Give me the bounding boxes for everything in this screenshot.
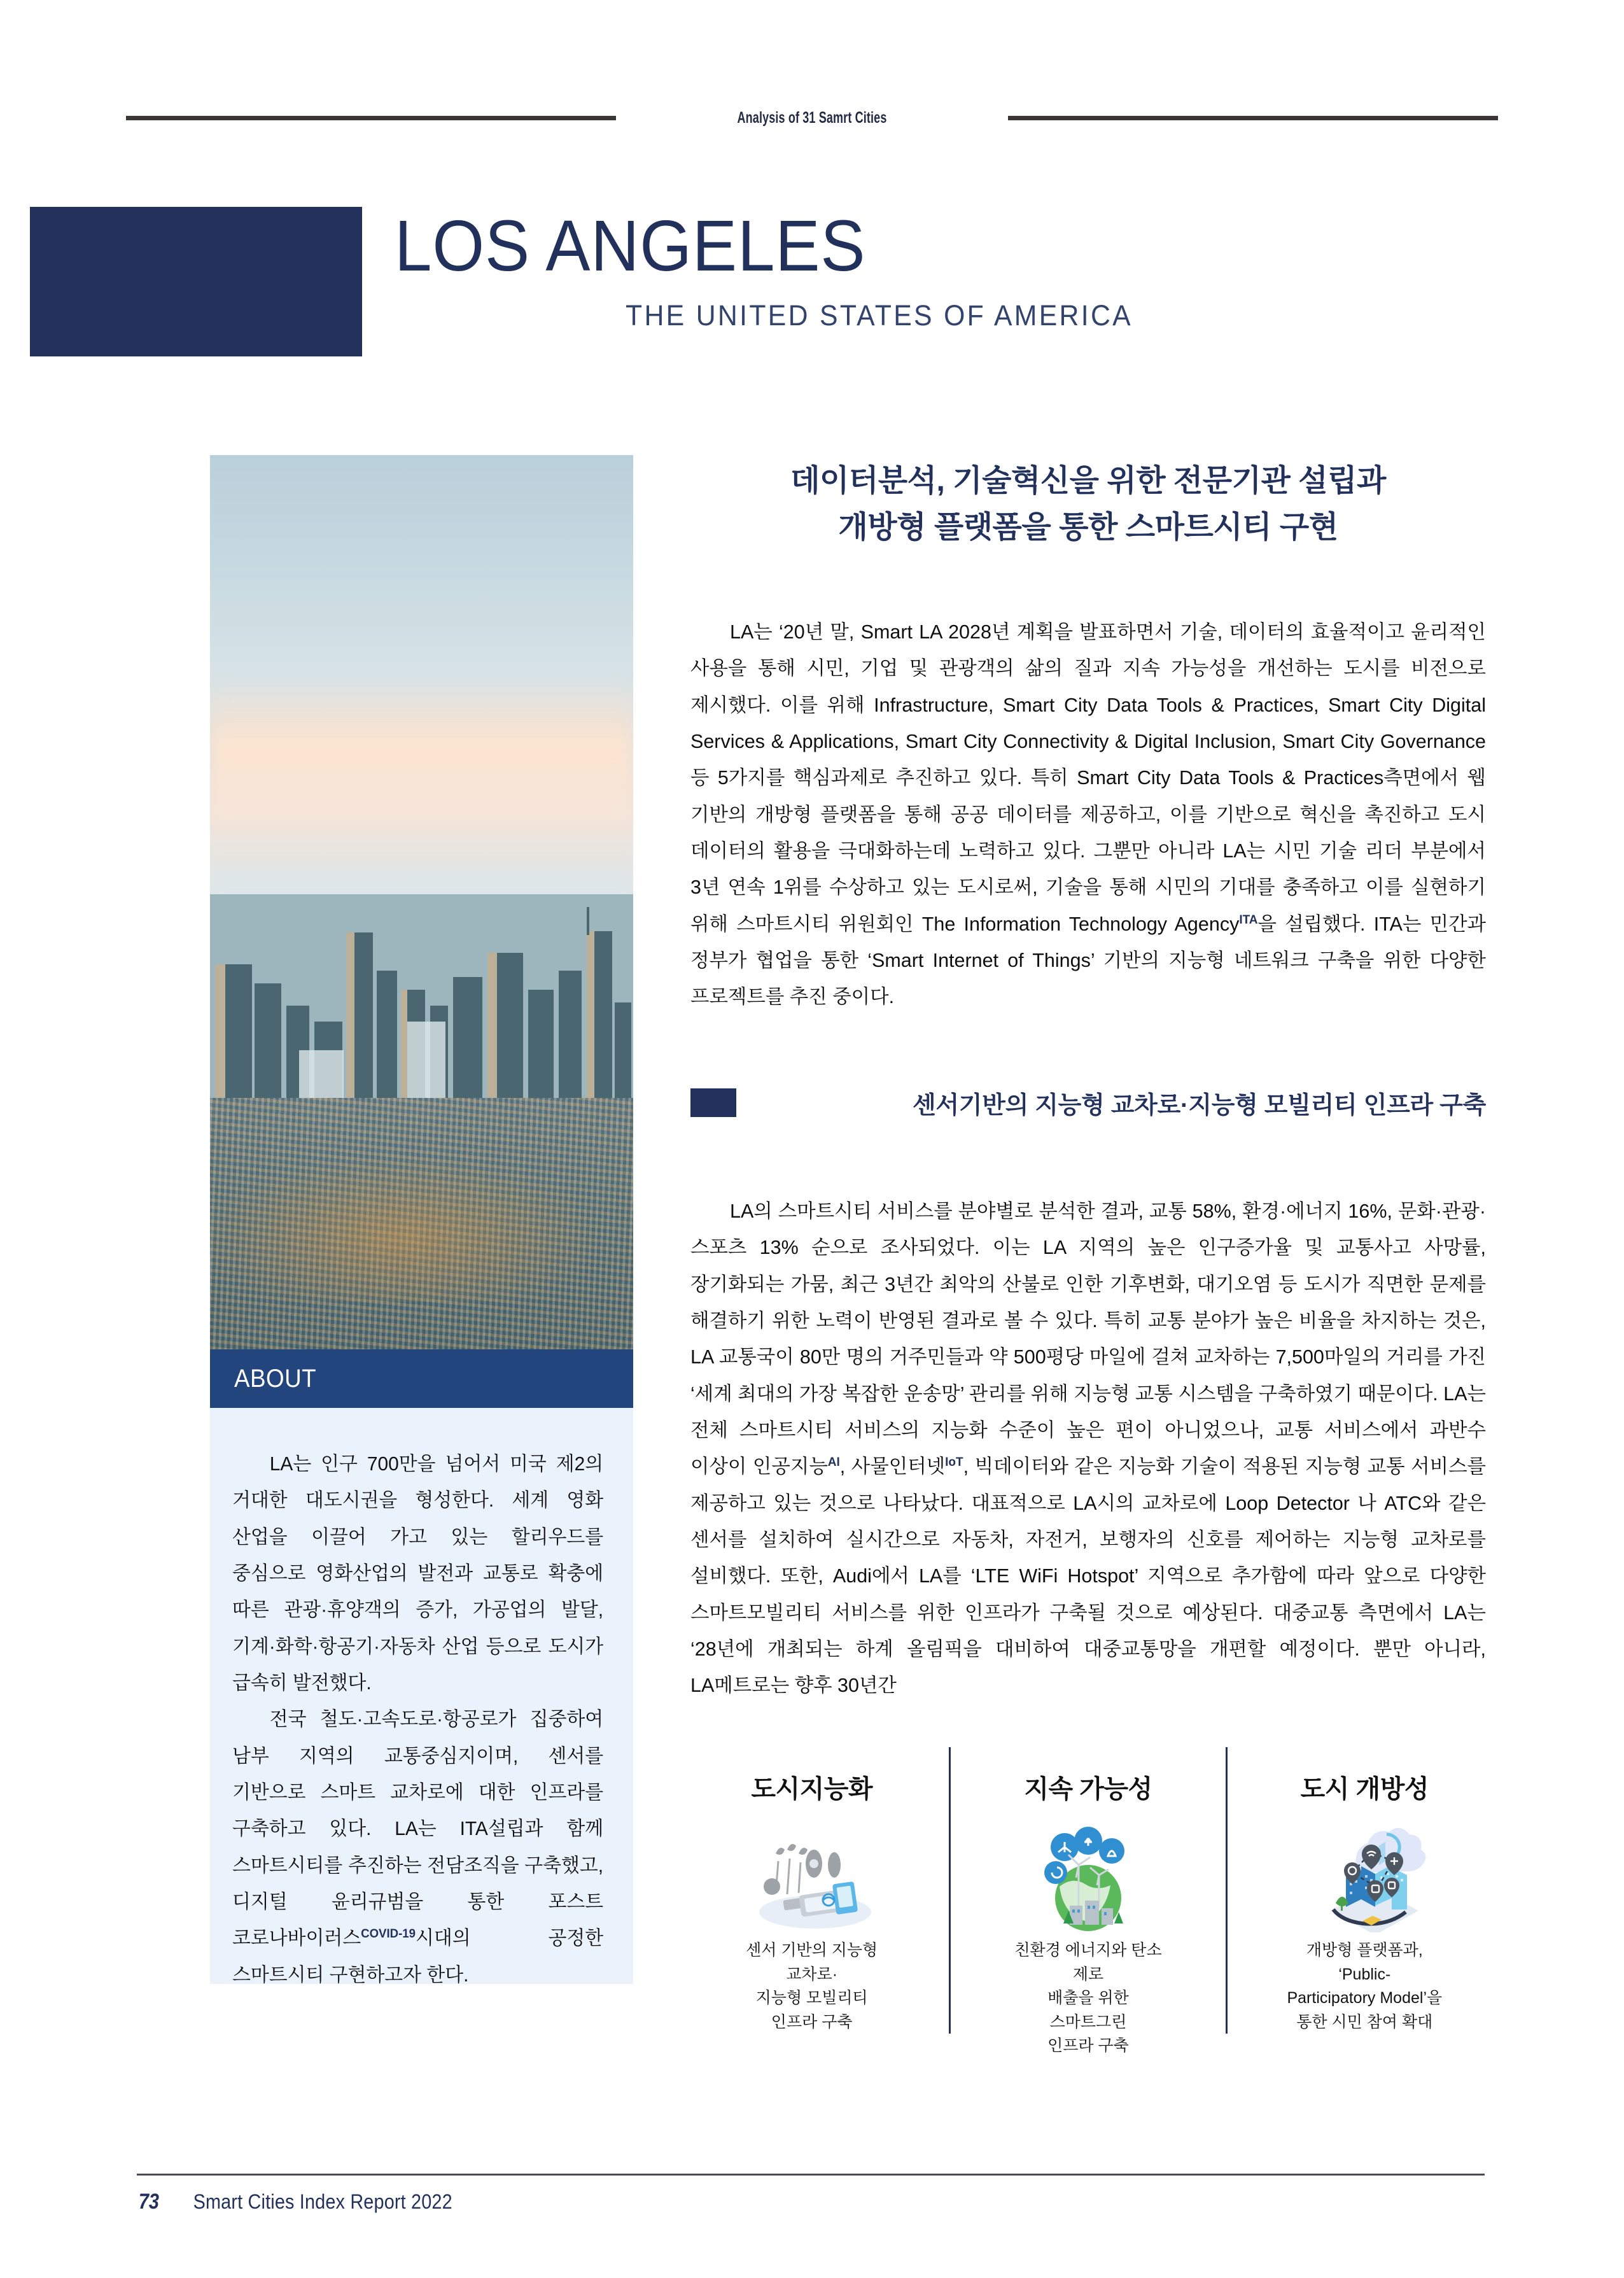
header-rule-right xyxy=(1008,116,1498,120)
sub-heading-bar xyxy=(690,1088,736,1117)
green-energy-city-illustration xyxy=(1015,1817,1161,1932)
card-caption: 개방형 플랫폼과, ‘Public- Participatory Model’을 통한 시민 참여 확대 xyxy=(1287,1941,1443,2031)
about-paragraph-2-b: 시대의 공정한 스마트시티 구현하고자 한다. xyxy=(232,1927,604,1986)
main-heading xyxy=(690,458,1486,551)
report-label: Smart Cities Index Report 2022 xyxy=(193,2190,452,2213)
main-heading-line-1: 데이터분석, 기술혁신을 위한 전문기관 설립과 xyxy=(790,464,1386,498)
sub-heading-text: 센서기반의 지능형 교차로·지능형 모빌리티 인프라 구축 xyxy=(912,1092,1486,1119)
main-paragraph-1 xyxy=(690,614,1486,1016)
about-header xyxy=(210,1349,633,1408)
header-rule-left xyxy=(126,116,616,120)
photo-skyline xyxy=(210,894,633,1123)
page-number: 73 xyxy=(138,2190,159,2214)
footer-rule xyxy=(137,2174,1485,2176)
page-subtitle: THE UNITED STATES OF AMERICA xyxy=(626,299,1133,332)
main-paragraph-1-a: LA는 ‘20년 말, Smart LA 2028년 계획을 발표하면서 기술, 데이터의 효율적이고 윤리적인 사용을 통해 시민, 기업 및 관광객의 삶의 질과 지속 가능성을 개선하는 도시를 비전으로 제시했다. 이를 위해 Infrastructure, Smart City Data Tools & Practices, Smart City Digital Services & Applications, Smart City Connectivity & Digital Inclusion, Smart City Governance 등 5가지를 핵심과제로 추진하고 있다. 특히 Smart City Data Tools & Practices측면에서 웹 기반의 개방형 플랫폼을 통해 공공 데이터를 제공하고, 이를 기반으로 혁신을 촉진하고 도시 데이터의 활용을 극대화하는데 노력하고 있다. 그뿐만 아니라 LA는 시민 기술 리더 부분에서 3년 연속 1위를 수상하고 있는 도시로써, 기술을 통해 시민의 기대를 충족하고 이를 실현하기 위해 스마트시티 위원회인 The Information Technology Agency xyxy=(690,621,1486,935)
about-label: ABOUT xyxy=(234,1364,317,1393)
main-paragraph-2-b: , 사물인터넷 xyxy=(839,1456,946,1478)
ai-superscript: AI xyxy=(827,1456,840,1470)
card-caption: 센서 기반의 지능형 교차로· 지능형 모빌리티 인프라 구축 xyxy=(746,1941,878,2031)
main-heading-line-2: 개방형 플랫폼을 통한 스마트시티 구현 xyxy=(838,510,1338,544)
card-caption: 친환경 에너지와 탄소 제로 배출을 위한 스마트그린 인프라 구축 xyxy=(1014,1941,1162,2055)
city-photo xyxy=(210,455,633,1349)
title-color-swatch xyxy=(30,207,362,356)
sub-heading-row xyxy=(690,1085,1486,1120)
card-title: 지속 가능성 xyxy=(1024,1775,1152,1803)
photo-sky-glow xyxy=(210,678,633,824)
iot-superscript: IoT xyxy=(945,1456,963,1470)
main-paragraph-1-b: 을 설립했다. ITA는 민간과 정부가 협업을 통한 ‘Smart Internet of Things’ 기반의 지능형 네트워크 구축을 위한 다양한 프로젝트를 추진 중이다. xyxy=(690,913,1487,1008)
footer xyxy=(137,2190,900,2214)
about-panel xyxy=(210,1408,633,1984)
ita-superscript: ITA xyxy=(1239,913,1258,927)
card-title: 도시지능화 xyxy=(751,1775,873,1803)
about-paragraph-1: LA는 인구 700만을 넘어서 미국 제2의 거대한 대도시권을 형성한다. 세계 영화 산업을 이끌어 가고 있는 할리우드를 중심으로 영화산업의 발전과 교통로 확충에 따른 관광·휴양객의 증가, 가공업의 발달, 기계·화학·항공기·자동차 산업 등으로 도시가 급속히 발전했다. xyxy=(232,1453,604,1694)
main-paragraph-2-c: , 빅데이터와 같은 지능화 기술이 적용된 지능형 교통 서비스를 제공하고 있는 것으로 나타났다. 대표적으로 LA시의 교차로에 Loop Detector 나 ATC와 같은 센서를 설치하여 실시간으로 자동차, 자전거, 보행자의 신호를 제어하는 지능형 교차로를 설비했다. 또한, Audi에서 LA를 ‘LTE WiFi Hotspot’ 지역으로 추가함에 따라 앞으로 다양한 스마트모빌리티 서비스를 위한 인프라가 구축될 것으로 예상된다. 대중교통 측면에서 LA는 ‘28년에 개최되는 하계 올림픽을 대비하여 대중교통망을 개편할 예정이다. 뿐만 아니라, LA메트로는 향후 30년간 xyxy=(690,1456,1487,1697)
main-paragraph-2 xyxy=(690,1193,1486,1705)
feature-card xyxy=(949,1747,1225,2055)
feature-cards xyxy=(675,1747,1502,2055)
running-header xyxy=(0,105,1624,130)
about-paragraph-2 xyxy=(232,1701,603,1993)
feature-card xyxy=(1226,1747,1502,2034)
photo-warm-light xyxy=(210,1143,633,1302)
main-paragraph-2-a: LA의 스마트시티 서비스를 분야별로 분석한 결과, 교통 58%, 환경·에너지 16%, 문화·관광·스포츠 13% 순으로 조사되었다. 이는 LA 지역의 높은 인구증가율 및 교통사고 사망률, 장기화되는 가뭄, 최근 3년간 최악의 산불로 인한 기후변화, 대기오염 등 도시가 직면한 문제를 해결하기 위한 노력이 반영된 결과로 볼 수 있다. 특히 교통 분야가 높은 비율을 차지하는 것은, LA 교통국이 80만 명의 거주민들과 약 500평당 마일에 걸쳐 교차하는 7,500마일의 거리를 가진 ‘세계 최대의 가장 복잡한 운송망’ 관리를 위해 지능형 교통 시스템을 구축하였기 때문이다. LA는 전체 스마트시티 서비스의 지능화 수준이 높은 편이 아니었으나, 교통 서비스에서 과반수 이상이 인공지능 xyxy=(690,1200,1487,1478)
about-paragraph-2-a: 전국 철도·고속도로·항공로가 집중하여 남부 지역의 교통중심지이며, 센서를 기반으로 스마트 교차로에 대한 인프라를 구축하고 있다. LA는 ITA설립과 함께 스마트시티를 추진하는 전담조직을 구축했고, 디지털 윤리규범을 통한 포스트 코로나바이러스 xyxy=(232,1708,604,1950)
page-title: LOS ANGELES xyxy=(395,206,866,286)
card-title: 도시 개방성 xyxy=(1300,1775,1429,1803)
smart-intersection-illustration xyxy=(739,1817,885,1932)
covid-superscript: COVID-19 xyxy=(361,1927,416,1941)
running-header-title: Analysis of 31 Samrt Cities xyxy=(737,108,887,127)
open-platform-cloud-city-illustration xyxy=(1291,1817,1438,1932)
feature-card xyxy=(675,1747,949,2034)
about-text xyxy=(232,1446,603,1993)
